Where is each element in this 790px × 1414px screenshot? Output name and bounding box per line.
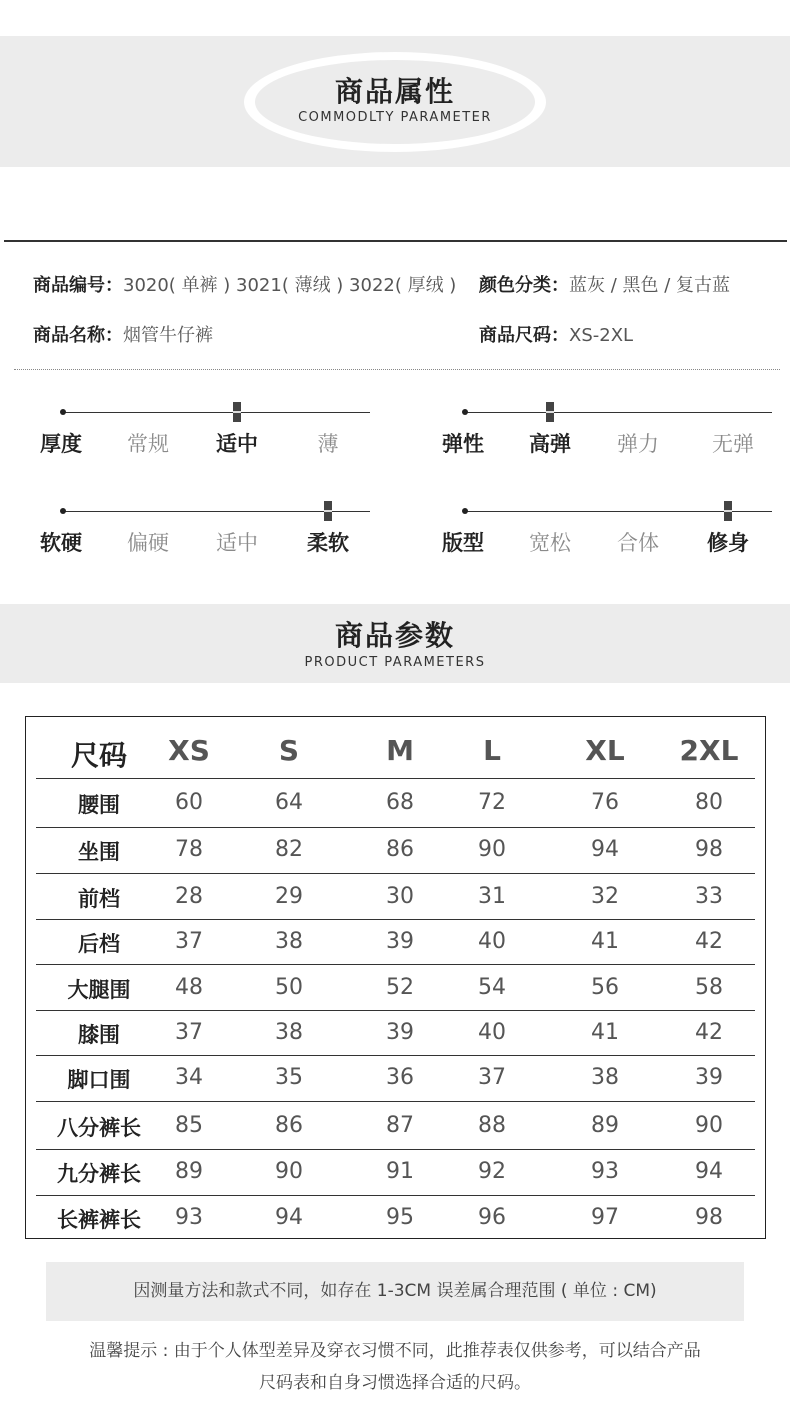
product-code-label: 商品编号： — [33, 275, 123, 296]
size-value-cell: 90 — [275, 1159, 303, 1184]
size-value-cell: 89 — [175, 1159, 203, 1184]
size-header-cell: S — [278, 734, 300, 767]
size-value-cell: 28 — [175, 884, 203, 909]
table-row-divider — [36, 964, 755, 965]
scale-line — [464, 412, 772, 413]
size-row-label: 八分裤长 — [57, 1116, 141, 1140]
size-value-cell: 38 — [275, 929, 303, 954]
scale-option: 弹力 — [617, 432, 659, 456]
attributes-subtitle: COMMODLTY PARAMETER — [298, 110, 492, 125]
size-value-cell: 91 — [386, 1159, 414, 1184]
size-value-cell: 93 — [591, 1159, 619, 1184]
product-name-value: 烟管牛仔裤 — [123, 325, 213, 346]
table-row-divider — [36, 778, 755, 779]
table-row-divider — [36, 1010, 755, 1011]
scale-title: 厚度 — [40, 432, 82, 456]
table-row-divider — [36, 1055, 755, 1056]
size-value-cell: 86 — [386, 837, 414, 862]
attributes-title: 商品属性 — [334, 75, 455, 108]
size-table — [25, 716, 766, 1239]
size-value-cell: 86 — [275, 1113, 303, 1138]
size-value-cell: 94 — [591, 837, 619, 862]
size-value-cell: 38 — [591, 1065, 619, 1090]
scale-start-dot — [60, 409, 66, 415]
size-value-cell: 60 — [175, 790, 203, 815]
size-value-cell: 41 — [591, 929, 619, 954]
size-value-cell: 85 — [175, 1113, 203, 1138]
size-value-cell: 35 — [275, 1065, 303, 1090]
size-value-cell: 39 — [386, 1020, 414, 1045]
product-color — [479, 271, 730, 297]
params-subtitle: PRODUCT PARAMETERS — [304, 655, 486, 670]
size-value-cell: 87 — [386, 1113, 414, 1138]
size-value-cell: 29 — [275, 884, 303, 909]
size-value-cell: 39 — [386, 929, 414, 954]
size-row-label: 九分裤长 — [57, 1162, 141, 1186]
scale-option: 常规 — [127, 432, 169, 456]
size-row-label: 后档 — [78, 932, 120, 956]
size-header-cell: XL — [585, 734, 625, 767]
product-size-label: 商品尺码： — [479, 325, 569, 346]
divider-line — [4, 240, 787, 242]
scale-title: 弹性 — [442, 432, 484, 456]
size-value-cell: 48 — [175, 975, 203, 1000]
size-value-cell: 78 — [175, 837, 203, 862]
scale-line — [62, 412, 370, 413]
size-value-cell: 38 — [275, 1020, 303, 1045]
table-row-divider — [36, 1101, 755, 1102]
size-row-label: 大腿围 — [67, 978, 131, 1002]
dotted-divider — [14, 369, 780, 370]
size-value-cell: 76 — [591, 790, 619, 815]
product-code — [33, 271, 456, 297]
scale-marker — [324, 501, 332, 521]
size-value-cell: 42 — [695, 929, 723, 954]
size-value-cell: 90 — [478, 837, 506, 862]
size-value-cell: 80 — [695, 790, 723, 815]
scale-option: 修身 — [707, 531, 749, 555]
product-name — [33, 321, 213, 347]
size-value-cell: 96 — [478, 1205, 506, 1230]
product-color-label: 颜色分类： — [479, 275, 569, 296]
size-value-cell: 98 — [695, 1205, 723, 1230]
size-value-cell: 94 — [695, 1159, 723, 1184]
size-value-cell: 36 — [386, 1065, 414, 1090]
size-value-cell: 88 — [478, 1113, 506, 1138]
scale-marker — [546, 402, 554, 422]
size-value-cell: 30 — [386, 884, 414, 909]
scale-title: 版型 — [442, 531, 484, 555]
size-value-cell: 68 — [386, 790, 414, 815]
product-size — [479, 321, 633, 347]
size-value-cell: 64 — [275, 790, 303, 815]
scale-option: 偏硬 — [127, 531, 169, 555]
table-row-divider — [36, 873, 755, 874]
scale-option: 无弹 — [712, 432, 754, 456]
size-row-label: 腰围 — [78, 793, 120, 817]
size-value-cell: 33 — [695, 884, 723, 909]
size-row-label: 长裤裤长 — [57, 1208, 141, 1232]
size-value-cell: 98 — [695, 837, 723, 862]
table-row-divider — [36, 1195, 755, 1196]
size-header-cell: L — [483, 734, 501, 767]
size-header-cell: M — [386, 734, 414, 767]
size-value-cell: 94 — [275, 1205, 303, 1230]
size-value-cell: 54 — [478, 975, 506, 1000]
size-row-label: 坐围 — [78, 840, 120, 864]
size-value-cell: 93 — [175, 1205, 203, 1230]
scale-start-dot — [462, 508, 468, 514]
table-row-divider — [36, 827, 755, 828]
size-value-cell: 92 — [478, 1159, 506, 1184]
size-value-cell: 52 — [386, 975, 414, 1000]
size-header-cell: XS — [168, 734, 210, 767]
size-value-cell: 90 — [695, 1113, 723, 1138]
product-color-value: 蓝灰 / 黑色 / 复古蓝 — [569, 275, 731, 296]
size-value-cell: 34 — [175, 1065, 203, 1090]
size-value-cell: 89 — [591, 1113, 619, 1138]
scale-marker — [233, 402, 241, 422]
scale-option: 适中 — [216, 531, 258, 555]
size-value-cell: 37 — [175, 1020, 203, 1045]
size-value-cell: 95 — [386, 1205, 414, 1230]
tip-line-1: 温馨提示 : 由于个人体型差异及穿衣习惯不同，此推荐表仅供参考，可以结合产品 — [89, 1341, 701, 1361]
size-value-cell: 42 — [695, 1020, 723, 1045]
tip-line-2: 尺码表和自身习惯选择合适的尺码。 — [259, 1373, 531, 1393]
size-value-cell: 58 — [695, 975, 723, 1000]
scale-option: 合体 — [617, 531, 659, 555]
scale-option: 柔软 — [307, 531, 349, 555]
scale-marker — [724, 501, 732, 521]
product-name-label: 商品名称： — [33, 325, 123, 346]
size-value-cell: 32 — [591, 884, 619, 909]
scale-start-dot — [60, 508, 66, 514]
params-title: 商品参数 — [334, 619, 455, 652]
size-row-label: 前档 — [78, 887, 120, 911]
size-value-cell: 82 — [275, 837, 303, 862]
size-header-cell: 2XL — [679, 734, 739, 767]
scale-option: 适中 — [216, 432, 258, 456]
size-value-cell: 37 — [175, 929, 203, 954]
size-value-cell: 56 — [591, 975, 619, 1000]
size-value-cell: 50 — [275, 975, 303, 1000]
scale-title: 软硬 — [40, 531, 82, 555]
size-value-cell: 40 — [478, 929, 506, 954]
size-row-label: 脚口围 — [67, 1068, 131, 1092]
size-value-cell: 97 — [591, 1205, 619, 1230]
size-value-cell: 72 — [478, 790, 506, 815]
product-code-value: 3020( 单裤 ) 3021( 薄绒 ) 3022( 厚绒 ) — [123, 275, 457, 296]
size-value-cell: 31 — [478, 884, 506, 909]
size-value-cell: 37 — [478, 1065, 506, 1090]
product-size-value: XS-2XL — [569, 325, 634, 346]
scale-option: 高弹 — [529, 432, 571, 456]
table-row-divider — [36, 919, 755, 920]
scale-option: 宽松 — [529, 531, 571, 555]
scale-option: 薄 — [317, 432, 339, 456]
size-header-label: 尺码 — [70, 739, 127, 772]
size-value-cell: 41 — [591, 1020, 619, 1045]
size-row-label: 膝围 — [78, 1023, 120, 1047]
size-value-cell: 39 — [695, 1065, 723, 1090]
scale-start-dot — [462, 409, 468, 415]
table-row-divider — [36, 1149, 755, 1150]
size-value-cell: 40 — [478, 1020, 506, 1045]
measurement-note: 因测量方法和款式不同，如存在 1-3CM 误差属合理范围 ( 单位 : CM) — [46, 1262, 744, 1321]
